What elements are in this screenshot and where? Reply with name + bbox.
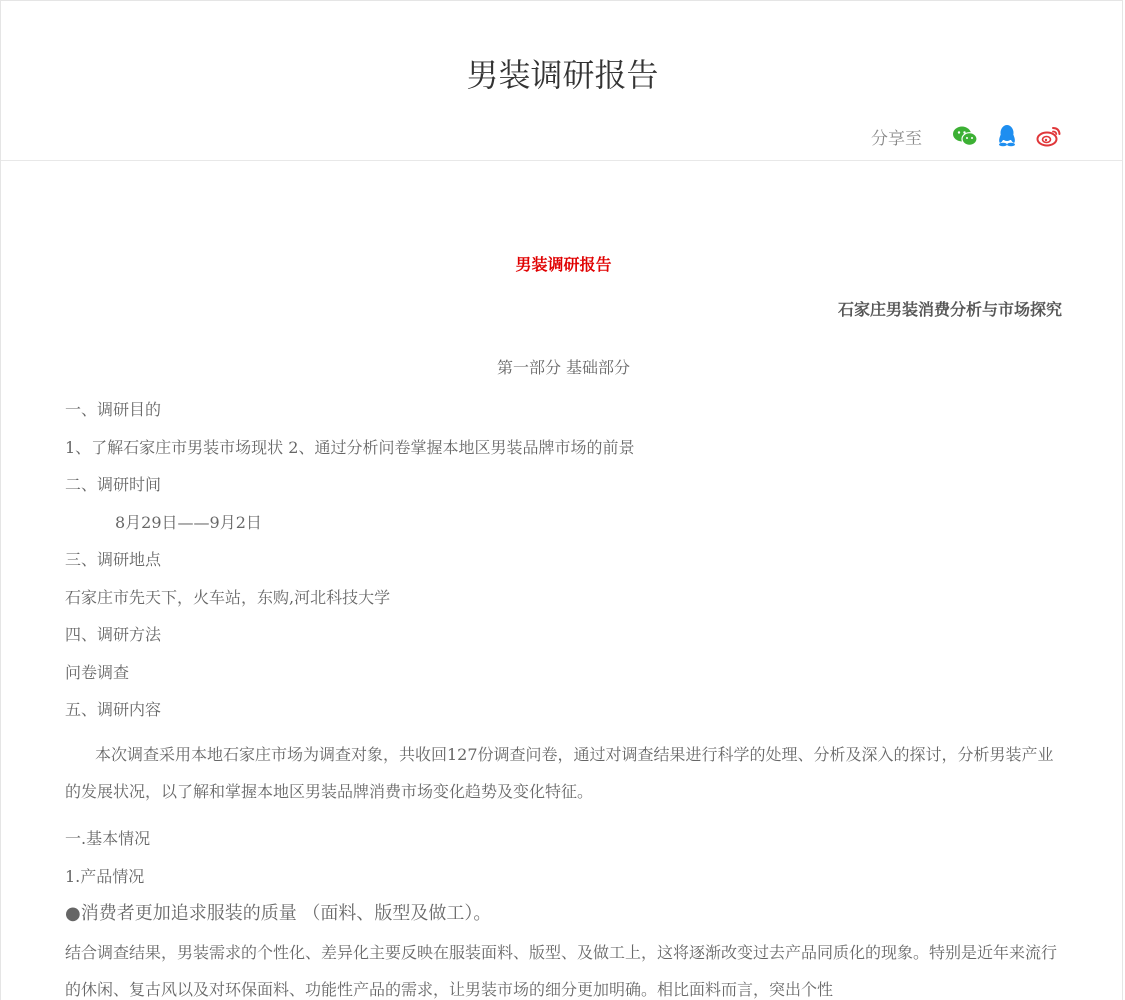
- section-location-text: 石家庄市先天下，火车站，东购,河北科技大学: [65, 588, 391, 607]
- section-method-text: 问卷调查: [65, 663, 130, 682]
- weibo-icon[interactable]: [1036, 123, 1062, 149]
- section-content-title: 五、调研内容: [65, 700, 162, 719]
- section-time-title: 二、调研时间: [65, 475, 162, 494]
- quality-bullet: ●消费者更加追求服装的质量 （面料、版型及做工）。: [65, 903, 492, 924]
- section-time-text: 8月29日——9月2日: [115, 513, 262, 532]
- section-purpose-title: 一、调研目的: [65, 400, 162, 419]
- intro-paragraph: 本次调查采用本地石家庄市场为调查对象，共收回127份调查问卷，通过对调查结果进行科学的处理、分析及深入的探讨，分析男装产业的发展状况，以了解和掌握本地区男装品牌消费市场变化趋势及变化特征。: [65, 745, 1054, 801]
- qq-icon[interactable]: [994, 123, 1020, 149]
- article-header: [1, 1, 1123, 161]
- result-paragraph: 结合调查结果，男装需求的个性化、差异化主要反映在服装面料、版型、及做工上，这将逐渐改变过去产品同质化的现象。特别是近年来流行的休闲、复古风以及对环保面料、功能性产品的需求，让男装市场的细分更加明确。相比面料而言，突出个性: [65, 943, 1058, 999]
- share-bar: [871, 121, 1062, 151]
- section-location-title: 三、调研地点: [65, 550, 162, 569]
- product-info-title: 1.产品情况: [65, 867, 145, 886]
- wechat-icon[interactable]: [952, 123, 978, 149]
- basic-info-title: 一.基本情况: [65, 829, 151, 848]
- section-method-title: 四、调研方法: [65, 625, 162, 644]
- document-heading: 男装调研报告: [515, 255, 612, 274]
- part-title: 第一部分 基础部分: [496, 358, 631, 377]
- page-title: 男装调研报告: [466, 56, 659, 94]
- section-purpose-text: 1、了解石家庄市男装市场现状 2、通过分析问卷掌握本地区男装品牌市场的前景: [65, 438, 635, 457]
- document-subheading: 石家庄男装消费分析与市场探究: [837, 300, 1062, 319]
- share-label: 分享至: [871, 128, 922, 149]
